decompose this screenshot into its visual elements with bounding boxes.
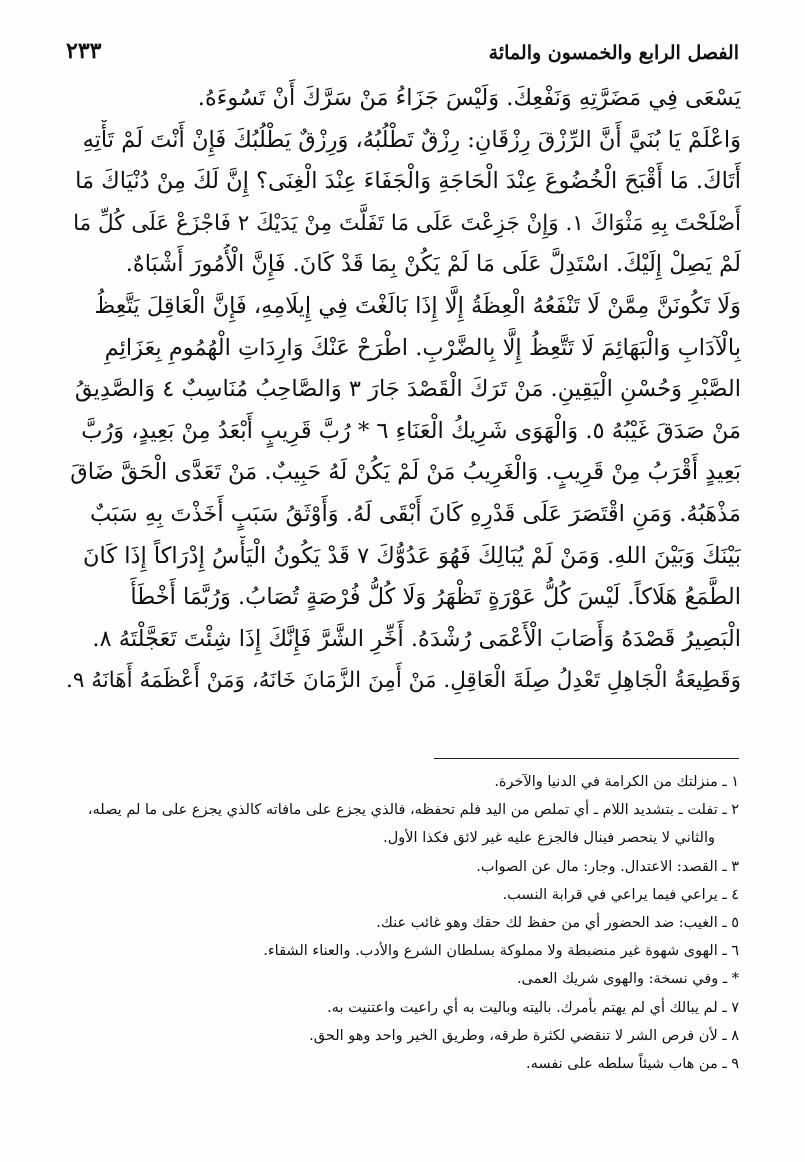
text-line: لَمْ يَصِلْ إِلَيْكَ. اسْتَدِلَّ عَلَى مَا لَمْ يَكُنْ بِمَا قَدْ كَانَ. فَإِنَّ الْأُمُورَ أَشْبَاهٌ.	[125, 251, 741, 278]
footnote: ٧ ـ لم يبالك أي لم يهتم بأمرك. باليته وباليت به أي راعيت واعتنيت به.	[327, 999, 739, 1016]
text-line: يَسْعَى فِي مَضَرَّتِهِ وَنَفْعِكَ. وَلَيْسَ جَزَاءُ مَنْ سَرَّكَ أَنْ تَسُوءَهُ.	[197, 85, 741, 111]
main-text	[64, 78, 741, 702]
text-line: بَيْنَكَ وَبَيْنَ اللهِ. وَمَنْ لَمْ يُبَالِكَ فَهُوَ عَدُوُّكَ ٧ قَدْ يَكُونُ الْيَأْسُ إِدْرَاكاً إِذَا كَانَ	[82, 542, 741, 569]
footnote: ٨ ـ لأن فرص الشر لا تنقضي لكثرة طرقه، وطريق الخير واحد وهو الحق.	[309, 1027, 739, 1044]
page-header	[66, 30, 739, 64]
page-number: ٢٣٣	[66, 38, 102, 64]
text-line: الطَّمَعُ هَلَاكاً. لَيْسَ كُلُّ عَوْرَةٍ تَظْهَرُ وَلَا كُلُّ فُرْصَةٍ تُصَابُ. وَرُبَّمَا أَخْطَأَ	[130, 584, 741, 611]
text-line: وَاعْلَمْ يَا بُنَيَّ أَنَّ الرِّزْقَ رِزْقَانِ: رِزْقٌ تَطْلُبُهُ، وَرِزْقٌ يَطْلُبُكَ فَإِنْ أَنْتَ لَمْ تَأْتِهِ	[82, 126, 741, 153]
footnote: * ـ وفي نسخة: والهوى شريك العمى.	[516, 971, 739, 988]
text-line: الْبَصِيرُ قَصْدَهُ وَأَصَابَ الْأَعْمَى رُشْدَهُ. أَخِّرِ الشَّرَّ فَإِنَّكَ إِذَا شِئْتَ تَعَجَّلْتَهُ ٨.	[92, 625, 741, 652]
footnotes	[60, 768, 739, 1078]
footnote: ٢ ـ تفلت ـ بتشديد اللام ـ أي تملص من اليد فلم تحفظه، فالذي يجزع على مافاته كالذي يجزع على ما لم يصله،	[87, 802, 739, 819]
text-line: وَقَطِيعَةُ الْجَاهِلِ تَعْدِلُ صِلَةَ الْعَاقِلِ. مَنْ أَمِنَ الزَّمَانَ خَانَهُ، وَمَنْ أَعْظَمَهُ أَهَانَهُ ٩.	[66, 668, 741, 694]
text-line: مَذْهَبُهُ. وَمَنِ اقْتَصَرَ عَلَى قَدْرِهِ كَانَ أَبْقَى لَهُ. وَأَوْثَقُ سَبَبٍ أَخَذْتَ بِهِ سَبَبٌ	[90, 500, 741, 527]
footnote: ٩ ـ من هاب شيئاً سلطه على نفسه.	[526, 1056, 739, 1073]
footnote: والثاني لا ينحصر فينال فالجزع عليه غير لائق فكذا الأول.	[383, 830, 715, 847]
text-line: بَعِيدٍ أَقْرَبُ مِنْ قَرِيبٍ. وَالْغَرِيبُ مَنْ لَمْ يَكُنْ لَهُ حَبِيبٌ. مَنْ تَعَدَّى الْحَقَّ ضَاقَ	[70, 459, 741, 486]
footnote: ٥ ـ الغيب: ضد الحضور أي من حفظ لك حقك وهو غائب عنك.	[376, 915, 739, 932]
text-line: وَلَا تَكُونَنَّ مِمَّنْ لَا تَنْفَعُهُ الْعِظَةُ إِلَّا إِذَا بَالَغْتَ فِي إِيلَامِهِ، فَإِنَّ الْعَاقِلَ يَتَّعِظُ	[94, 292, 741, 319]
text-line: بِالْآدَابِ وَالْبَهَائِمَ لَا تَتَّعِظُ إِلَّا بِالضَّرْبِ. اطْرَحْ عَنْكَ وَارِدَاتِ الْهُمُومِ بِعَزَائِمِ	[104, 334, 741, 361]
text-line: أَتَاكَ. مَا أَقْبَحَ الْخُضُوعَ عِنْدَ الْحَاجَةِ وَالْجَفَاءَ عِنْدَ الْغِنَى؟ إِنَّ لَكَ مِنْ دُنْيَاكَ مَا	[75, 168, 741, 195]
text-line: أَصْلَحْتَ بِهِ مَثْوَاكَ ١. وَإِنْ جَزِعْتَ عَلَى مَا تَفَلَّتَ مِنْ يَدَيْكَ ٢ فَاجْزَعْ عَلَى كُلِّ مَا	[73, 210, 741, 236]
footnote-separator	[434, 758, 739, 759]
running-title: الفصل الرابع والخمسون والمائة	[488, 42, 739, 64]
footnote: ٣ ـ القصد: الاعتدال. وجار: مال عن الصواب.	[476, 858, 739, 875]
text-line: مَنْ صَدَقَ غَيْبُهُ ٥. وَالْهَوَى شَرِيكُ الْعَنَاءِ ٦ * رُبَّ قَرِيبٍ أَبْعَدُ مِنْ بَعِيدٍ، وَرُبَّ	[81, 417, 741, 444]
footnote: ١ ـ منزلتك من الكرامة في الدنيا والآخرة.	[494, 774, 739, 790]
footnote: ٦ ـ الهوى شهوة غير منضبطة ولا مملوكة بسلطان الشرع والأدب. والعناء الشقاء.	[263, 943, 739, 960]
footnote: ٤ ـ يراعي فيما يراعي في قرابة النسب.	[502, 886, 739, 903]
text-line: الصَّبْرِ وَحُسْنِ الْيَقِينِ. مَنْ تَرَكَ الْقَصْدَ جَارَ ٣ وَالصَّاحِبُ مُنَاسِبٌ ٤ وَالصَّدِيقُ	[74, 376, 741, 403]
